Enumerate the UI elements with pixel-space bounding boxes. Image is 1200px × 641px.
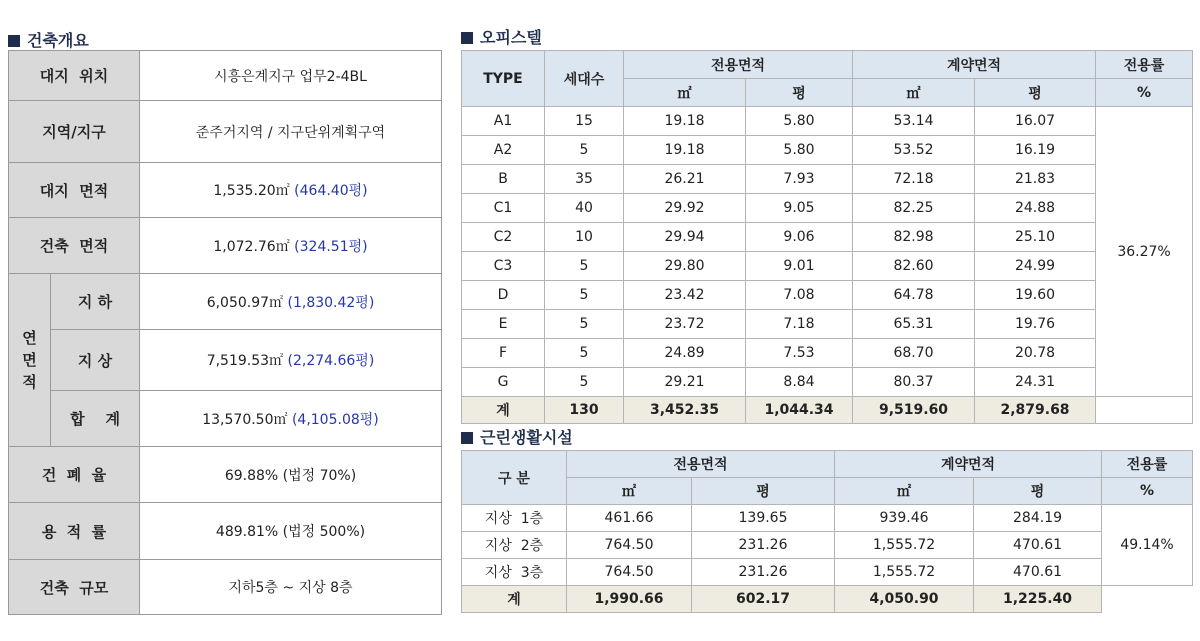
- ex-pyeong-cell: 9.05: [746, 194, 853, 223]
- ex-sqm-cell: 29.80: [624, 252, 746, 281]
- coverage-value: 69.88% (법정 70%): [140, 447, 442, 503]
- ex-sqm-cell: 26.21: [624, 165, 746, 194]
- units-cell: 10: [545, 223, 624, 252]
- type-cell: F: [462, 339, 545, 368]
- underground-value: 6,050.97㎡: [206, 294, 284, 311]
- type-cell: A1: [462, 107, 545, 136]
- floor-cell: 지상 2층: [462, 532, 567, 559]
- underground-cell: [140, 274, 442, 330]
- far-value: 489.81% (법정 500%): [140, 503, 442, 560]
- ct-sqm-cell: 68.70: [853, 339, 975, 368]
- header-ex-pyeong: 평: [692, 478, 835, 505]
- ex-sqm-cell: 764.50: [567, 532, 692, 559]
- total-units: 130: [545, 397, 624, 424]
- units-cell: 40: [545, 194, 624, 223]
- site-area-cell: [140, 163, 442, 218]
- ct-pyeong-cell: 20.78: [975, 339, 1096, 368]
- table-row: [9, 503, 442, 560]
- building-area-value: 1,072.76㎡: [213, 238, 290, 255]
- ct-sqm-cell: 1,555.72: [835, 559, 974, 586]
- floor-total-pyeong: (4,105.08평): [291, 411, 379, 428]
- ct-sqm-cell: 72.18: [853, 165, 975, 194]
- header-ratio: 전용률: [1102, 451, 1193, 478]
- table-row: [9, 391, 442, 447]
- ex-pyeong-cell: 8.84: [746, 368, 853, 397]
- table-row: [462, 478, 1193, 505]
- floor-area-group-label: [9, 274, 51, 447]
- table-row: [9, 330, 442, 391]
- header-exclusive: 전용면적: [624, 51, 853, 79]
- ct-pyeong-cell: 284.19: [974, 505, 1102, 532]
- header-ex-pyeong: 평: [746, 79, 853, 107]
- ex-sqm-cell: 19.18: [624, 107, 746, 136]
- ex-sqm-cell: 29.21: [624, 368, 746, 397]
- zone-value: 준주거지역 / 지구단위계획구역: [140, 101, 442, 163]
- header-contract: 계약면적: [853, 51, 1096, 79]
- ratio-cell: 49.14%: [1102, 505, 1193, 586]
- table-row-total: [462, 586, 1193, 613]
- ex-pyeong-cell: 231.26: [692, 559, 835, 586]
- table-row: [9, 101, 442, 163]
- table-row: [462, 281, 1193, 310]
- ex-pyeong-cell: 7.93: [746, 165, 853, 194]
- aboveground-label: 지 상: [51, 330, 140, 391]
- ex-pyeong-cell: 7.18: [746, 310, 853, 339]
- aboveground-pyeong: (2,274.66평): [287, 353, 375, 369]
- ct-sqm-cell: 82.60: [853, 252, 975, 281]
- ct-sqm-cell: 939.46: [835, 505, 974, 532]
- header-ratio: 전용률: [1096, 51, 1193, 79]
- total-ct-sqm: 9,519.60: [853, 397, 975, 424]
- building-area-cell: [140, 218, 442, 274]
- overview-title-text: 건축개요: [27, 31, 89, 50]
- header-ct-pyeong: 평: [975, 79, 1096, 107]
- type-cell: C1: [462, 194, 545, 223]
- ct-pyeong-cell: 470.61: [974, 559, 1102, 586]
- site-location-value: 시흥은계지구 업무2-4BL: [140, 51, 442, 101]
- type-cell: A2: [462, 136, 545, 165]
- ct-sqm-cell: 1,555.72: [835, 532, 974, 559]
- total-ex-sqm: 1,990.66: [567, 586, 692, 613]
- square-bullet-icon: [8, 35, 20, 47]
- floor-cell: 지상 1층: [462, 505, 567, 532]
- header-units: 세대수: [545, 51, 624, 107]
- ex-sqm-cell: 19.18: [624, 136, 746, 165]
- building-area-pyeong: (324.51평): [294, 238, 368, 255]
- units-cell: 5: [545, 339, 624, 368]
- total-ex-sqm: 3,452.35: [624, 397, 746, 424]
- underground-pyeong: (1,830.42평): [287, 294, 375, 311]
- units-cell: 5: [545, 310, 624, 339]
- units-cell: 5: [545, 281, 624, 310]
- header-ct-pyeong: 평: [974, 478, 1102, 505]
- underground-label: 지 하: [51, 274, 140, 330]
- table-row: [462, 51, 1193, 79]
- total-ex-pyeong: 602.17: [692, 586, 835, 613]
- ex-sqm-cell: 29.94: [624, 223, 746, 252]
- square-bullet-icon: [461, 32, 473, 44]
- units-cell: 5: [545, 368, 624, 397]
- units-cell: 5: [545, 136, 624, 165]
- ct-sqm-cell: 64.78: [853, 281, 975, 310]
- ex-pyeong-cell: 9.06: [746, 223, 853, 252]
- table-row: [9, 218, 442, 274]
- table-row-total: [462, 397, 1193, 424]
- total-label: 계: [462, 586, 567, 613]
- table-row: [462, 107, 1193, 136]
- office-table: [461, 50, 1193, 424]
- table-row: [462, 252, 1193, 281]
- total-ct-sqm: 4,050.90: [835, 586, 974, 613]
- ex-pyeong-cell: 5.80: [746, 136, 853, 165]
- header-contract: 계약면적: [835, 451, 1102, 478]
- ct-pyeong-cell: 19.60: [975, 281, 1096, 310]
- site-area-value: 1,535.20㎡: [213, 183, 290, 199]
- office-title: [461, 25, 542, 48]
- ex-pyeong-cell: 139.65: [692, 505, 835, 532]
- ct-sqm-cell: 53.52: [853, 136, 975, 165]
- office-title-text: 오피스텔: [480, 28, 542, 47]
- ct-pyeong-cell: 24.31: [975, 368, 1096, 397]
- header-ct-sqm: ㎡: [835, 478, 974, 505]
- ct-pyeong-cell: 24.88: [975, 194, 1096, 223]
- floor-total-cell: [140, 391, 442, 447]
- total-ct-pyeong: 1,225.40: [974, 586, 1102, 613]
- header-exclusive: 전용면적: [567, 451, 835, 478]
- total-ex-pyeong: 1,044.34: [746, 397, 853, 424]
- table-row: [462, 310, 1193, 339]
- header-percent: %: [1102, 478, 1193, 505]
- ex-pyeong-cell: 5.80: [746, 107, 853, 136]
- ex-pyeong-cell: 7.08: [746, 281, 853, 310]
- header-ex-sqm: ㎡: [624, 79, 746, 107]
- ct-pyeong-cell: 19.76: [975, 310, 1096, 339]
- ex-sqm-cell: 24.89: [624, 339, 746, 368]
- table-row: [462, 339, 1193, 368]
- scale-label: 건축 규모: [9, 560, 140, 615]
- ct-pyeong-cell: 470.61: [974, 532, 1102, 559]
- type-cell: E: [462, 310, 545, 339]
- total-ratio-empty: [1096, 397, 1193, 424]
- ex-sqm-cell: 23.72: [624, 310, 746, 339]
- type-cell: G: [462, 368, 545, 397]
- ct-sqm-cell: 53.14: [853, 107, 975, 136]
- units-cell: 5: [545, 252, 624, 281]
- type-cell: C2: [462, 223, 545, 252]
- header-ct-sqm: ㎡: [853, 79, 975, 107]
- site-area-label: 대지 면적: [9, 163, 140, 218]
- ex-pyeong-cell: 7.53: [746, 339, 853, 368]
- ct-sqm-cell: 65.31: [853, 310, 975, 339]
- type-cell: C3: [462, 252, 545, 281]
- total-label: 계: [462, 397, 545, 424]
- zone-label: 지역/지구: [9, 101, 140, 163]
- table-row: [462, 368, 1193, 397]
- units-cell: 35: [545, 165, 624, 194]
- table-row: [9, 163, 442, 218]
- building-area-label: 건축 면적: [9, 218, 140, 274]
- ct-pyeong-cell: 24.99: [975, 252, 1096, 281]
- table-row: [462, 194, 1193, 223]
- retail-table: [461, 450, 1193, 613]
- table-row: [9, 51, 442, 101]
- office-body: [462, 107, 1193, 397]
- ratio-cell: 36.27%: [1096, 107, 1193, 397]
- table-row: [462, 136, 1193, 165]
- ct-sqm-cell: 82.98: [853, 223, 975, 252]
- table-row: [462, 165, 1193, 194]
- table-row: [462, 451, 1193, 478]
- units-cell: 15: [545, 107, 624, 136]
- aboveground-value: 7,519.53㎡: [206, 353, 284, 369]
- ex-sqm-cell: 764.50: [567, 559, 692, 586]
- overview-table: [8, 50, 442, 615]
- total-ct-pyeong: 2,879.68: [975, 397, 1096, 424]
- floor-total-value: 13,570.50㎡: [202, 411, 288, 428]
- overview-title: [8, 28, 89, 51]
- header-division: 구 분: [462, 451, 567, 505]
- ct-pyeong-cell: 16.07: [975, 107, 1096, 136]
- ex-sqm-cell: 23.42: [624, 281, 746, 310]
- retail-title: [461, 425, 573, 448]
- ct-pyeong-cell: 25.10: [975, 223, 1096, 252]
- square-bullet-icon: [461, 432, 473, 444]
- floor-area-group-text: 연면적: [22, 329, 37, 391]
- table-row: [9, 274, 442, 330]
- far-label: 용 적 률: [9, 503, 140, 560]
- table-row: [9, 447, 442, 503]
- header-ex-sqm: ㎡: [567, 478, 692, 505]
- table-row: [9, 560, 442, 615]
- ex-sqm-cell: 461.66: [567, 505, 692, 532]
- ct-sqm-cell: 82.25: [853, 194, 975, 223]
- site-location-label: 대지 위치: [9, 51, 140, 101]
- type-cell: D: [462, 281, 545, 310]
- table-row: [462, 223, 1193, 252]
- site-area-pyeong: (464.40평): [294, 183, 368, 199]
- floor-total-label: 합 계: [51, 391, 140, 447]
- scale-value: 지하5층 ~ 지상 8층: [140, 560, 442, 615]
- ex-sqm-cell: 29.92: [624, 194, 746, 223]
- table-row: [462, 505, 1193, 532]
- ct-sqm-cell: 80.37: [853, 368, 975, 397]
- ex-pyeong-cell: 9.01: [746, 252, 853, 281]
- header-type: TYPE: [462, 51, 545, 107]
- header-percent: %: [1096, 79, 1193, 107]
- retail-body: [462, 505, 1193, 586]
- ct-pyeong-cell: 21.83: [975, 165, 1096, 194]
- floor-cell: 지상 3층: [462, 559, 567, 586]
- ct-pyeong-cell: 16.19: [975, 136, 1096, 165]
- aboveground-cell: [140, 330, 442, 391]
- retail-title-text: 근린생활시설: [480, 428, 573, 447]
- ex-pyeong-cell: 231.26: [692, 532, 835, 559]
- table-row: [462, 559, 1193, 586]
- table-row: [462, 532, 1193, 559]
- coverage-label: 건 폐 율: [9, 447, 140, 503]
- type-cell: B: [462, 165, 545, 194]
